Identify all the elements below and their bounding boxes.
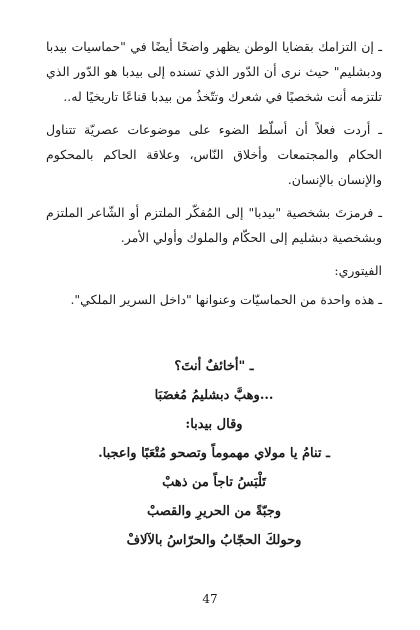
poem-line-7: وحولكَ الحجّابُ والحرّاسُ بالآلافْ xyxy=(126,533,302,548)
paragraph-3: ـ فرمزتَ بشخصية "بيدبا" إلى المُفكّر الملتزم أو الشّاعر الملتزم وبشخصية دبشليم إلى الحكّام والملوك وأولي الأمر. xyxy=(46,205,382,245)
speaker-label: الفيتوري: xyxy=(334,263,382,278)
poem-line-3: وقال بيدبا: xyxy=(185,417,243,432)
poem-line-5: تَلْبَسُ تاجاً من ذهبْ xyxy=(162,475,266,490)
poem-section xyxy=(46,352,382,555)
answer-paragraph: ـ هذه واحدة من الحماسيّات وعنوانها "داخل السرير الملكي". xyxy=(70,292,382,307)
page-number: 47 xyxy=(202,592,218,606)
poem-line-6: وجبّةً من الحريرِ والقصبْ xyxy=(146,504,282,519)
poem-line-4: ـ تنامُ يا مولاي مهموماً وتصحو مُتْعَبًا واعجبا. xyxy=(98,446,330,461)
paragraph-1: ـ إن التزامك بقضايا الوطن يظهر واضحًا أيضًا في "حماسيات بيدبا ودبشليم" حيث نرى أن الدّور الذي تسنده إلى بيدبا هو الدّور الذي تلتزمه أنت شخصيًا في شعرك وتتّخذُ من بيدبا قناعًا تاريخيًا له.. xyxy=(46,39,382,104)
prose-section xyxy=(46,34,382,312)
paragraph-2: ـ أردت فعلاً أن أسلّط الضوء على موضوعات عصريّة تتناول الحكام والمجتمعات وأخلاق النّاس، وعلاقة الحاكم بالمحكوم والإنسان بالإنسان. xyxy=(46,122,382,187)
poem-line-2: ...وهبَّ دبشليمُ مُغضَبَا xyxy=(154,388,274,403)
poem-line-1: ـ "أخائفٌ أنتَ؟ xyxy=(174,359,254,374)
